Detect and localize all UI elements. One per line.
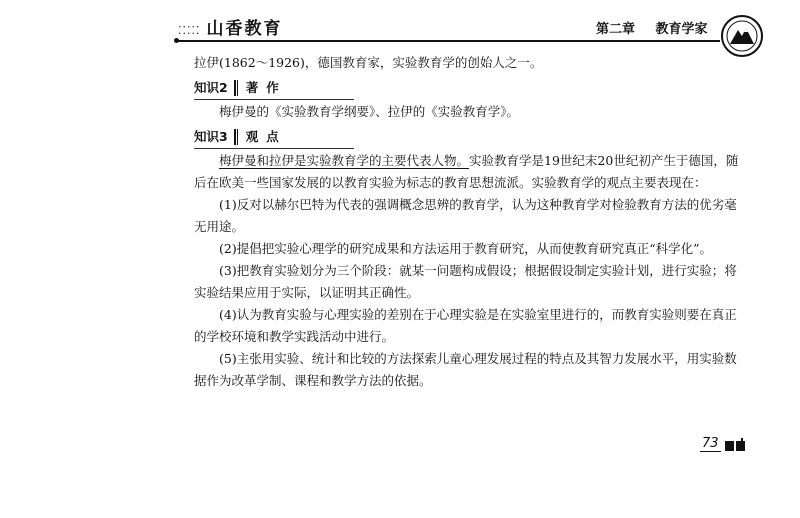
key-sentence: 梅伊曼和拉伊是实验教育学的主要代表人物。 [219, 153, 470, 168]
header-rule [178, 40, 720, 42]
section-title: 观点 [245, 129, 287, 144]
point-item: (4)认为教育实验与心理实验的差别在于心理实验是在实验室里进行的，而教育实验则要在真正的学校环境和教学实践活动中进行。 [194, 307, 737, 344]
chapter-header [596, 18, 708, 37]
point-item: (5)主张用实验、统计和比较的方法探索儿童心理发展过程的特点及其智力发展水平，用实验数据作为改革学制、课程和教学方法的依据。 [194, 351, 737, 388]
point-item: (2)提倡把实验心理学的研究成果和方法运用于教育研究，从而使教育研究真正“科学化”。 [219, 241, 712, 256]
header-dots: ⁚⁚⁚⁚⁚ [178, 24, 201, 37]
header-brand [178, 14, 282, 39]
section-label: 知识2 [194, 80, 228, 95]
point-item: (3)把教育实验划分为三个阶段：就某一问题构成假设；根据假设制定实验计划，进行实验；将实验结果应用于实际，以证明其正确性。 [194, 263, 737, 300]
chapter-number: 第二章 [596, 22, 636, 37]
works-text: 梅伊曼的《实验教育学纲要》、拉伊的《实验教育学》。 [219, 104, 520, 119]
views-paragraph [194, 150, 749, 194]
intro-text: 拉伊(1862～1926)，德国教育家，实验教育学的创始人之一。 [194, 55, 543, 70]
section-heading-views [194, 126, 354, 149]
views-paragraph-rest: 实验教育学是19世纪末20世纪初产生于德国，随后在欧美一些国家发展的以教育实验为标志的教育思想流派。实验教育学的观点主要表现在： [194, 153, 739, 190]
page-content [194, 52, 749, 392]
brand-name: 山香教育 [206, 19, 283, 39]
book-icon [724, 438, 746, 452]
section-heading-works [194, 77, 354, 100]
chapter-title: 教育学家 [655, 22, 708, 37]
point-item: (1)反对以赫尔巴特为代表的强调概念思辨的教育学，认为这种教育学对检验教育方法的优劣毫无用途。 [194, 197, 737, 234]
section-label: 知识3 [194, 129, 228, 144]
page-number: 73 [702, 436, 719, 451]
section-title: 著作 [245, 80, 287, 95]
